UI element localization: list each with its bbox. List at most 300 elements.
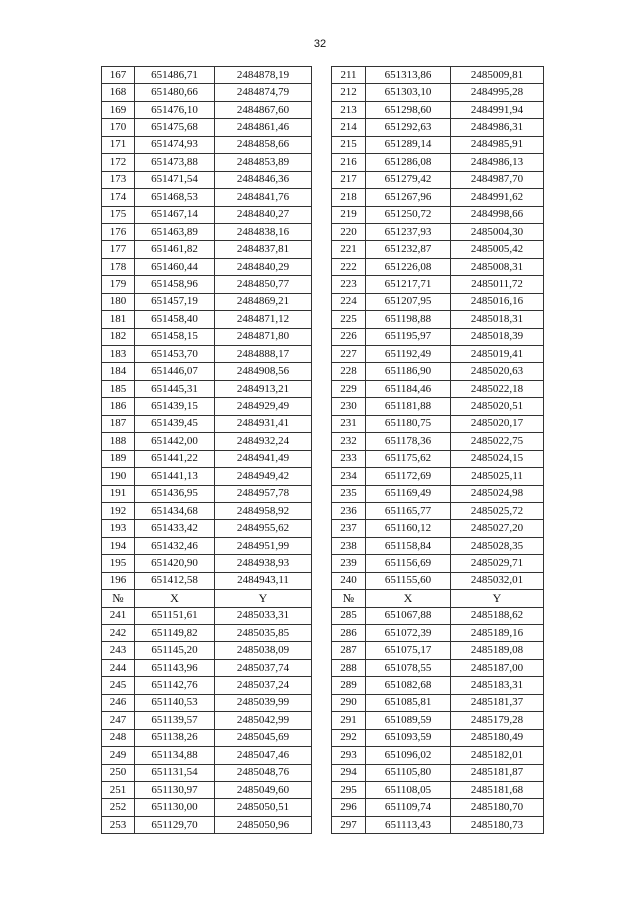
point-number-cell: 287 (332, 642, 366, 659)
x-coordinate-cell: 651142,76 (135, 677, 215, 694)
point-number-cell: 224 (332, 293, 366, 310)
point-number-cell: 213 (332, 101, 366, 118)
column-gap (312, 189, 332, 206)
x-coordinate-cell: 651178,36 (366, 433, 451, 450)
column-gap (312, 816, 332, 833)
x-coordinate-cell: 651131,54 (135, 764, 215, 781)
x-coordinate-cell: 651138,26 (135, 729, 215, 746)
point-number-cell: 181 (102, 311, 135, 328)
x-coordinate-cell: 651468,53 (135, 189, 215, 206)
x-coordinate-cell: 651486,71 (135, 67, 215, 84)
point-number-cell: 289 (332, 677, 366, 694)
point-number-cell: 228 (332, 363, 366, 380)
table-row (102, 537, 544, 554)
x-coordinate-cell: 651298,60 (366, 101, 451, 118)
point-number-cell: 227 (332, 346, 366, 363)
column-gap (312, 84, 332, 101)
y-coordinate-cell: 2485018,39 (451, 328, 544, 345)
x-coordinate-cell: 651105,80 (366, 764, 451, 781)
x-coordinate-cell: 651458,96 (135, 276, 215, 293)
y-coordinate-cell: 2485020,63 (451, 363, 544, 380)
x-coordinate-cell: 651165,77 (366, 502, 451, 519)
table-row (102, 101, 544, 118)
x-coordinate-cell: 651096,02 (366, 747, 451, 764)
x-coordinate-cell: 651158,84 (366, 537, 451, 554)
x-coordinate-cell: 651067,88 (366, 607, 451, 624)
column-gap (312, 468, 332, 485)
column-gap (312, 764, 332, 781)
point-number-cell: 239 (332, 555, 366, 572)
point-number-cell: 216 (332, 154, 366, 171)
column-gap (312, 677, 332, 694)
point-number-cell: 184 (102, 363, 135, 380)
point-number-cell: 294 (332, 764, 366, 781)
table-row (102, 293, 544, 310)
point-number-cell: 182 (102, 328, 135, 345)
point-number-cell: 297 (332, 816, 366, 833)
point-number-cell: 243 (102, 642, 135, 659)
column-gap (312, 380, 332, 397)
x-coordinate-cell: 651480,66 (135, 84, 215, 101)
column-gap (312, 537, 332, 554)
point-number-cell: 245 (102, 677, 135, 694)
point-number-cell: 233 (332, 450, 366, 467)
x-coordinate-cell: 651467,14 (135, 206, 215, 223)
y-coordinate-cell: 2485025,11 (451, 468, 544, 485)
x-coordinate-cell: 651461,82 (135, 241, 215, 258)
x-coordinate-cell: 651186,90 (366, 363, 451, 380)
column-gap (312, 781, 332, 798)
y-coordinate-cell: 2484991,94 (451, 101, 544, 118)
point-number-cell: 178 (102, 258, 135, 275)
y-coordinate-cell: 2485187,00 (451, 659, 544, 676)
point-number-cell: 169 (102, 101, 135, 118)
table-row (102, 328, 544, 345)
y-coordinate-cell: 2484841,76 (215, 189, 312, 206)
point-number-cell: 174 (102, 189, 135, 206)
y-coordinate-cell: 2484991,62 (451, 189, 544, 206)
point-number-cell: 234 (332, 468, 366, 485)
x-coordinate-cell: 651072,39 (366, 625, 451, 642)
y-coordinate-cell: 2485039,99 (215, 694, 312, 711)
point-number-cell: 221 (332, 241, 366, 258)
x-coordinate-cell: 651145,20 (135, 642, 215, 659)
y-coordinate-cell: 2484840,29 (215, 258, 312, 275)
point-number-cell: 286 (332, 625, 366, 642)
y-coordinate-cell: 2484958,92 (215, 502, 312, 519)
column-gap (312, 241, 332, 258)
column-gap (312, 694, 332, 711)
x-coordinate-cell: 651460,44 (135, 258, 215, 275)
column-gap (312, 311, 332, 328)
point-number-cell: 250 (102, 764, 135, 781)
y-coordinate-cell: 2484986,13 (451, 154, 544, 171)
y-coordinate-cell: 2484867,60 (215, 101, 312, 118)
x-coordinate-cell: 651226,08 (366, 258, 451, 275)
y-coordinate-cell: 2485189,16 (451, 625, 544, 642)
point-number-cell: 232 (332, 433, 366, 450)
x-coordinate-cell: 651279,42 (366, 171, 451, 188)
coordinates-table (101, 66, 544, 834)
x-coordinate-cell: 651474,93 (135, 136, 215, 153)
y-coordinate-cell: 2485179,28 (451, 712, 544, 729)
x-coordinate-cell: 651207,95 (366, 293, 451, 310)
y-coordinate-cell: 2484837,81 (215, 241, 312, 258)
table-row (102, 729, 544, 746)
point-number-cell: 222 (332, 258, 366, 275)
x-coordinate-cell: 651232,87 (366, 241, 451, 258)
column-gap (312, 642, 332, 659)
table-row (102, 363, 544, 380)
table-row (102, 816, 544, 833)
point-number-cell: 249 (102, 747, 135, 764)
x-coordinate-cell: 651169,49 (366, 485, 451, 502)
table-row (102, 380, 544, 397)
column-gap (312, 520, 332, 537)
x-coordinate-cell: 651089,59 (366, 712, 451, 729)
x-coordinate-cell: 651457,19 (135, 293, 215, 310)
column-gap (312, 206, 332, 223)
header-y-cell: Y (451, 590, 544, 607)
y-coordinate-cell: 2485037,74 (215, 659, 312, 676)
column-gap (312, 363, 332, 380)
point-number-cell: 296 (332, 799, 366, 816)
column-gap (312, 450, 332, 467)
y-coordinate-cell: 2485038,09 (215, 642, 312, 659)
y-coordinate-cell: 2484838,16 (215, 223, 312, 240)
x-coordinate-cell: 651156,69 (366, 555, 451, 572)
table-row (102, 276, 544, 293)
y-coordinate-cell: 2484850,77 (215, 276, 312, 293)
x-coordinate-cell: 651129,70 (135, 816, 215, 833)
point-number-cell: 230 (332, 398, 366, 415)
y-coordinate-cell: 2484888,17 (215, 346, 312, 363)
point-number-cell: 177 (102, 241, 135, 258)
y-coordinate-cell: 2484929,49 (215, 398, 312, 415)
x-coordinate-cell: 651439,45 (135, 415, 215, 432)
x-coordinate-cell: 651439,15 (135, 398, 215, 415)
table-row (102, 84, 544, 101)
x-coordinate-cell: 651458,15 (135, 328, 215, 345)
x-coordinate-cell: 651250,72 (366, 206, 451, 223)
point-number-cell: 220 (332, 223, 366, 240)
table-row (102, 241, 544, 258)
x-coordinate-cell: 651139,57 (135, 712, 215, 729)
point-number-cell: 285 (332, 607, 366, 624)
x-coordinate-cell: 651445,31 (135, 380, 215, 397)
x-coordinate-cell: 651195,97 (366, 328, 451, 345)
point-number-cell: 223 (332, 276, 366, 293)
column-gap (312, 729, 332, 746)
y-coordinate-cell: 2484985,91 (451, 136, 544, 153)
y-coordinate-cell: 2484913,21 (215, 380, 312, 397)
point-number-cell: 183 (102, 346, 135, 363)
x-coordinate-cell: 651151,61 (135, 607, 215, 624)
point-number-cell: 214 (332, 119, 366, 136)
y-coordinate-cell: 2484878,19 (215, 67, 312, 84)
point-number-cell: 179 (102, 276, 135, 293)
y-coordinate-cell: 2484949,42 (215, 468, 312, 485)
point-number-cell: 185 (102, 380, 135, 397)
y-coordinate-cell: 2485181,87 (451, 764, 544, 781)
y-coordinate-cell: 2484995,28 (451, 84, 544, 101)
point-number-cell: 167 (102, 67, 135, 84)
point-number-cell: 173 (102, 171, 135, 188)
y-coordinate-cell: 2484846,36 (215, 171, 312, 188)
table-row (102, 450, 544, 467)
table-row (102, 189, 544, 206)
column-gap (312, 555, 332, 572)
y-coordinate-cell: 2484858,66 (215, 136, 312, 153)
point-number-cell: 195 (102, 555, 135, 572)
y-coordinate-cell: 2485050,51 (215, 799, 312, 816)
y-coordinate-cell: 2485049,60 (215, 781, 312, 798)
x-coordinate-cell: 651108,05 (366, 781, 451, 798)
header-number-cell: № (102, 590, 135, 607)
y-coordinate-cell: 2484987,70 (451, 171, 544, 188)
x-coordinate-cell: 651130,97 (135, 781, 215, 798)
column-gap (312, 154, 332, 171)
x-coordinate-cell: 651441,13 (135, 468, 215, 485)
column-gap (312, 293, 332, 310)
y-coordinate-cell: 2485009,81 (451, 67, 544, 84)
point-number-cell: 238 (332, 537, 366, 554)
table-row (102, 781, 544, 798)
point-number-cell: 290 (332, 694, 366, 711)
x-coordinate-cell: 651303,10 (366, 84, 451, 101)
y-coordinate-cell: 2485181,37 (451, 694, 544, 711)
x-coordinate-cell: 651082,68 (366, 677, 451, 694)
x-coordinate-cell: 651446,07 (135, 363, 215, 380)
point-number-cell: 252 (102, 799, 135, 816)
header-x-cell: X (366, 590, 451, 607)
point-number-cell: 226 (332, 328, 366, 345)
point-number-cell: 172 (102, 154, 135, 171)
point-number-cell: 237 (332, 520, 366, 537)
y-coordinate-cell: 2485022,18 (451, 380, 544, 397)
point-number-cell: 291 (332, 712, 366, 729)
x-coordinate-cell: 651198,88 (366, 311, 451, 328)
table-row (102, 346, 544, 363)
point-number-cell: 187 (102, 415, 135, 432)
x-coordinate-cell: 651130,00 (135, 799, 215, 816)
table-row (102, 468, 544, 485)
column-gap (312, 346, 332, 363)
y-coordinate-cell: 2484941,49 (215, 450, 312, 467)
y-coordinate-cell: 2485027,20 (451, 520, 544, 537)
y-coordinate-cell: 2485005,42 (451, 241, 544, 258)
point-number-cell: 211 (332, 67, 366, 84)
x-coordinate-cell: 651453,70 (135, 346, 215, 363)
x-coordinate-cell: 651441,22 (135, 450, 215, 467)
column-gap (312, 101, 332, 118)
point-number-cell: 251 (102, 781, 135, 798)
y-coordinate-cell: 2484871,12 (215, 311, 312, 328)
column-gap (312, 415, 332, 432)
x-coordinate-cell: 651433,42 (135, 520, 215, 537)
point-number-cell: 168 (102, 84, 135, 101)
table-row (102, 659, 544, 676)
table-row (102, 154, 544, 171)
point-number-cell: 288 (332, 659, 366, 676)
header-y-cell: Y (215, 590, 312, 607)
x-coordinate-cell: 651237,93 (366, 223, 451, 240)
column-gap (312, 485, 332, 502)
x-coordinate-cell: 651155,60 (366, 572, 451, 589)
x-coordinate-cell: 651442,00 (135, 433, 215, 450)
point-number-cell: 253 (102, 816, 135, 833)
point-number-cell: 170 (102, 119, 135, 136)
x-coordinate-cell: 651432,46 (135, 537, 215, 554)
table-row (102, 223, 544, 240)
table-header-row (102, 590, 544, 607)
y-coordinate-cell: 2485019,41 (451, 346, 544, 363)
point-number-cell: 180 (102, 293, 135, 310)
y-coordinate-cell: 2484955,62 (215, 520, 312, 537)
table-row (102, 136, 544, 153)
point-number-cell: 171 (102, 136, 135, 153)
y-coordinate-cell: 2484840,27 (215, 206, 312, 223)
y-coordinate-cell: 2485020,17 (451, 415, 544, 432)
x-coordinate-cell: 651473,88 (135, 154, 215, 171)
y-coordinate-cell: 2485018,31 (451, 311, 544, 328)
y-coordinate-cell: 2485024,15 (451, 450, 544, 467)
y-coordinate-cell: 2484853,89 (215, 154, 312, 171)
x-coordinate-cell: 651149,82 (135, 625, 215, 642)
y-coordinate-cell: 2484931,41 (215, 415, 312, 432)
y-coordinate-cell: 2484951,99 (215, 537, 312, 554)
y-coordinate-cell: 2484932,24 (215, 433, 312, 450)
table-row (102, 677, 544, 694)
table-row (102, 206, 544, 223)
y-coordinate-cell: 2485020,51 (451, 398, 544, 415)
x-coordinate-cell: 651140,53 (135, 694, 215, 711)
table-row (102, 171, 544, 188)
table-row (102, 433, 544, 450)
y-coordinate-cell: 2484869,21 (215, 293, 312, 310)
y-coordinate-cell: 2485029,71 (451, 555, 544, 572)
table-row (102, 520, 544, 537)
x-coordinate-cell: 651436,95 (135, 485, 215, 502)
x-coordinate-cell: 651286,08 (366, 154, 451, 171)
point-number-cell: 188 (102, 433, 135, 450)
header-number-cell: № (332, 590, 366, 607)
table-row (102, 607, 544, 624)
x-coordinate-cell: 651078,55 (366, 659, 451, 676)
y-coordinate-cell: 2485048,76 (215, 764, 312, 781)
point-number-cell: 242 (102, 625, 135, 642)
x-coordinate-cell: 651420,90 (135, 555, 215, 572)
y-coordinate-cell: 2484874,79 (215, 84, 312, 101)
y-coordinate-cell: 2485033,31 (215, 607, 312, 624)
point-number-cell: 219 (332, 206, 366, 223)
x-coordinate-cell: 651085,81 (366, 694, 451, 711)
point-number-cell: 244 (102, 659, 135, 676)
point-number-cell: 240 (332, 572, 366, 589)
column-gap (312, 572, 332, 589)
x-coordinate-cell: 651109,74 (366, 799, 451, 816)
point-number-cell: 192 (102, 502, 135, 519)
y-coordinate-cell: 2485008,31 (451, 258, 544, 275)
x-coordinate-cell: 651093,59 (366, 729, 451, 746)
table-row (102, 555, 544, 572)
x-coordinate-cell: 651412,58 (135, 572, 215, 589)
point-number-cell: 235 (332, 485, 366, 502)
point-number-cell: 247 (102, 712, 135, 729)
column-gap (312, 659, 332, 676)
point-number-cell: 194 (102, 537, 135, 554)
point-number-cell: 190 (102, 468, 135, 485)
y-coordinate-cell: 2484957,78 (215, 485, 312, 502)
x-coordinate-cell: 651471,54 (135, 171, 215, 188)
y-coordinate-cell: 2485011,72 (451, 276, 544, 293)
point-number-cell: 196 (102, 572, 135, 589)
column-gap (312, 258, 332, 275)
y-coordinate-cell: 2485032,01 (451, 572, 544, 589)
point-number-cell: 191 (102, 485, 135, 502)
x-coordinate-cell: 651475,68 (135, 119, 215, 136)
column-gap (312, 502, 332, 519)
table-row (102, 258, 544, 275)
x-coordinate-cell: 651289,14 (366, 136, 451, 153)
point-number-cell: 218 (332, 189, 366, 206)
column-gap (312, 136, 332, 153)
x-coordinate-cell: 651180,75 (366, 415, 451, 432)
column-gap (312, 119, 332, 136)
column-gap (312, 747, 332, 764)
point-number-cell: 292 (332, 729, 366, 746)
x-coordinate-cell: 651476,10 (135, 101, 215, 118)
point-number-cell: 186 (102, 398, 135, 415)
table-row (102, 712, 544, 729)
point-number-cell: 189 (102, 450, 135, 467)
y-coordinate-cell: 2485016,16 (451, 293, 544, 310)
y-coordinate-cell: 2485022,75 (451, 433, 544, 450)
table-row (102, 764, 544, 781)
y-coordinate-cell: 2485180,49 (451, 729, 544, 746)
y-coordinate-cell: 2484998,66 (451, 206, 544, 223)
y-coordinate-cell: 2485004,30 (451, 223, 544, 240)
x-coordinate-cell: 651075,17 (366, 642, 451, 659)
y-coordinate-cell: 2484943,11 (215, 572, 312, 589)
y-coordinate-cell: 2485025,72 (451, 502, 544, 519)
y-coordinate-cell: 2485024,98 (451, 485, 544, 502)
y-coordinate-cell: 2485035,85 (215, 625, 312, 642)
point-number-cell: 293 (332, 747, 366, 764)
y-coordinate-cell: 2485189,08 (451, 642, 544, 659)
y-coordinate-cell: 2485182,01 (451, 747, 544, 764)
y-coordinate-cell: 2485181,68 (451, 781, 544, 798)
x-coordinate-cell: 651172,69 (366, 468, 451, 485)
x-coordinate-cell: 651463,89 (135, 223, 215, 240)
y-coordinate-cell: 2484908,56 (215, 363, 312, 380)
x-coordinate-cell: 651434,68 (135, 502, 215, 519)
column-gap (312, 276, 332, 293)
x-coordinate-cell: 651113,43 (366, 816, 451, 833)
point-number-cell: 212 (332, 84, 366, 101)
table-row (102, 415, 544, 432)
table-row (102, 642, 544, 659)
column-gap (312, 625, 332, 642)
y-coordinate-cell: 2485045,69 (215, 729, 312, 746)
column-gap (312, 607, 332, 624)
x-coordinate-cell: 651458,40 (135, 311, 215, 328)
point-number-cell: 215 (332, 136, 366, 153)
x-coordinate-cell: 651217,71 (366, 276, 451, 293)
table-row (102, 625, 544, 642)
table-row (102, 694, 544, 711)
point-number-cell: 236 (332, 502, 366, 519)
